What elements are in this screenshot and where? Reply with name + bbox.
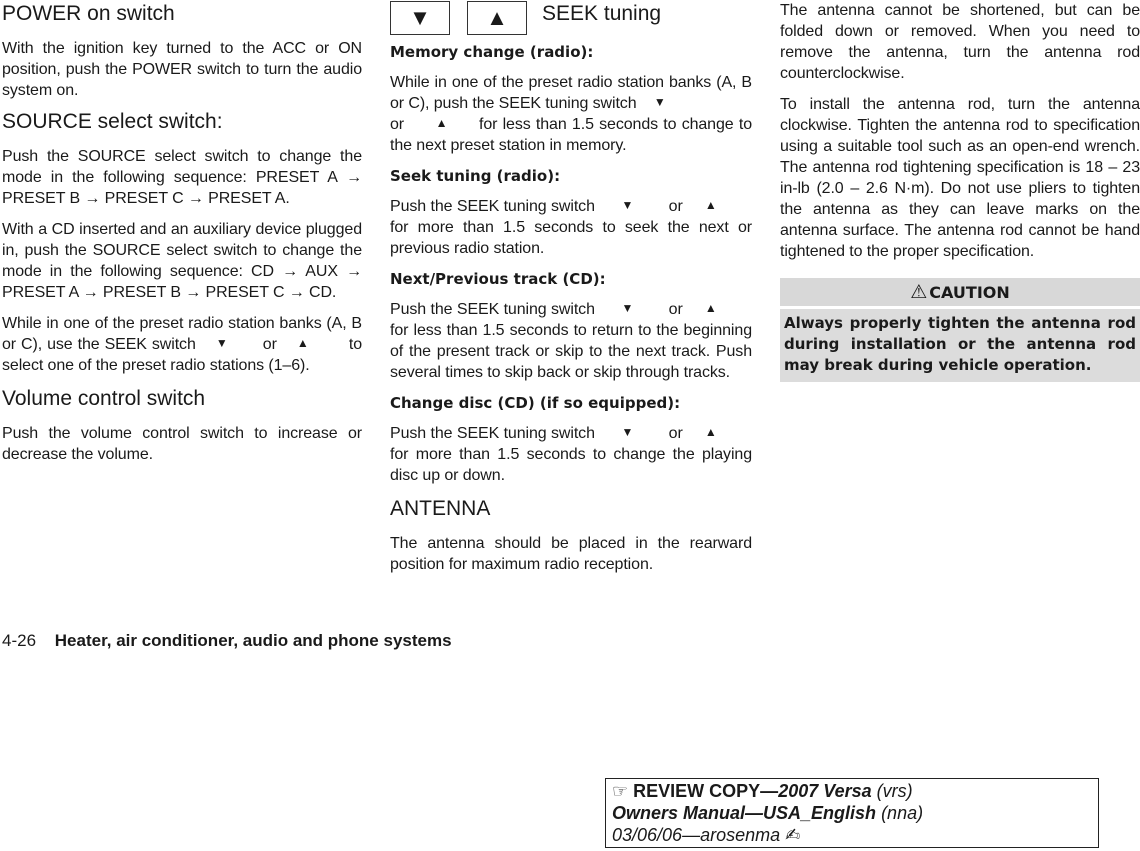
memory-change-heading: Memory change (radio): — [390, 43, 594, 61]
antenna-text-3: To install the antenna rod, turn the antenna clockwise. Tighten the antenna rod to specification using a suitable tool such as an open-end wrench. The antenna rod tightening specification is 18 – 23 in-lb (2.0 – 2.6 N·m). Do not use pliers to tighten the antenna as they can leave marks on the antenna surface. The antenna rod cannot be hand tightened to the proper specification. — [780, 96, 1140, 260]
seek-tuning-header — [390, 0, 752, 36]
writing-hand-icon: ✍ — [785, 825, 801, 845]
page-footer — [2, 630, 452, 652]
volume-switch-text: Push the volume control switch to increase or decrease the volume. — [2, 425, 362, 463]
warning-icon: ⚠ — [910, 280, 928, 303]
memory-change-text — [390, 72, 752, 156]
review-manual-title: Owners Manual—USA_English — [612, 803, 877, 823]
caution-header — [780, 278, 1140, 306]
seek-up-icon: ▲ — [704, 425, 717, 439]
source-text-3-b: to select one of the preset radio stations (1–6). — [2, 336, 363, 374]
track-text-b: for less than 1.5 seconds to return to the beginning of the present track or skip to the next track. Push several times to skip back or skip through tracks. — [390, 322, 752, 381]
change-disc-text — [390, 423, 752, 486]
antenna-heading: ANTENNA — [390, 497, 491, 520]
seek-up-icon: ▲ — [296, 336, 309, 350]
caution-box — [780, 278, 1140, 382]
seek-up-icon: ▲ — [435, 116, 448, 130]
pointing-hand-icon: ☞ — [612, 781, 629, 801]
seek-up-icon: ▲ — [704, 301, 717, 315]
review-manual-code: (nna) — [876, 803, 924, 823]
page-number: 4-26 — [2, 631, 37, 650]
or-text: or — [668, 198, 683, 215]
antenna-text-1: The antenna should be placed in the rearward position for maximum radio reception. — [390, 535, 752, 573]
caution-title: CAUTION — [929, 282, 1010, 302]
seek-text-b: for more than 1.5 seconds to seek the next or previous radio station. — [390, 219, 752, 257]
review-date: 03/06/06—arosenma — [612, 825, 781, 845]
memory-text-a: While in one of the preset radio station banks (A, B or C), push the SEEK tuning switch — [390, 74, 752, 112]
review-copy-label: REVIEW COPY— — [633, 781, 779, 801]
seek-down-icon: ▼ — [621, 198, 634, 212]
or-text: or — [668, 425, 683, 442]
seek-down-icon: ▼ — [653, 95, 666, 109]
source-switch-heading: SOURCE select switch: — [2, 110, 223, 133]
seek-up-icon: ▲ — [704, 198, 717, 212]
disc-text-b: for more than 1.5 seconds to change the playing disc up or down. — [390, 446, 752, 484]
seek-down-key-figure — [390, 1, 450, 35]
review-line-1 — [612, 780, 1092, 802]
or-text: or — [262, 336, 277, 353]
disc-text-a: Push the SEEK tuning switch — [390, 425, 595, 442]
change-disc-heading: Change disc (CD) (if so equipped): — [390, 394, 681, 412]
source-text-3 — [2, 313, 362, 376]
source-text-1: Push the SOURCE select switch to change the mode in the following sequence: PRESET A → PRESET B → PRESET C → PRESET A. — [2, 148, 362, 207]
seek-tuning-heading: Seek tuning (radio): — [390, 167, 561, 185]
review-model-code: (vrs) — [871, 781, 913, 801]
seek-tuning-title: SEEK tuning — [542, 2, 662, 25]
review-model: 2007 Versa — [778, 781, 872, 801]
memory-text-b: for less than 1.5 seconds to change to the next preset station in memory. — [390, 116, 752, 154]
next-previous-track-text — [390, 299, 752, 383]
review-line-2 — [612, 802, 1092, 824]
power-switch-text: With the ignition key turned to the ACC or ON position, push the POWER switch to turn the audio system on. — [2, 40, 362, 99]
triangle-down-icon: ▼ — [409, 5, 431, 30]
or-text: or — [390, 116, 405, 133]
section-title: Heater, air conditioner, audio and phone systems — [54, 631, 452, 650]
seek-tuning-text — [390, 196, 752, 259]
source-text-3-a: While in one of the preset radio station banks (A, B or C), use the SEEK switch — [2, 315, 362, 353]
source-text-2: With a CD inserted and an auxiliary device plugged in, push the SOURCE select switch to change the mode in the following sequence: CD → AUX → PRESET A → PRESET B → PRESET C → CD. — [2, 221, 362, 301]
track-text-a: Push the SEEK tuning switch — [390, 301, 595, 318]
review-copy-box — [605, 778, 1099, 848]
next-previous-track-heading: Next/Previous track (CD): — [390, 270, 606, 288]
triangle-up-icon: ▲ — [486, 5, 508, 30]
caution-text: Always properly tighten the antenna rod during installation or the antenna rod may break during vehicle operation. — [780, 309, 1140, 382]
review-line-3 — [612, 824, 1092, 846]
seek-down-icon: ▼ — [621, 301, 634, 315]
antenna-text-2: The antenna cannot be shortened, but can be folded down or removed. When you need to remove the antenna, turn the antenna rod counterclockwise. — [780, 2, 1140, 82]
right-column — [780, 0, 1140, 382]
seek-down-icon: ▼ — [621, 425, 634, 439]
seek-down-icon: ▼ — [215, 336, 228, 350]
seek-up-key-figure — [467, 1, 527, 35]
volume-switch-heading: Volume control switch — [2, 387, 206, 410]
middle-column — [390, 0, 752, 575]
seek-text-a: Push the SEEK tuning switch — [390, 198, 595, 215]
left-column — [2, 0, 362, 465]
or-text: or — [668, 301, 683, 318]
power-switch-heading: POWER on switch — [2, 2, 175, 25]
